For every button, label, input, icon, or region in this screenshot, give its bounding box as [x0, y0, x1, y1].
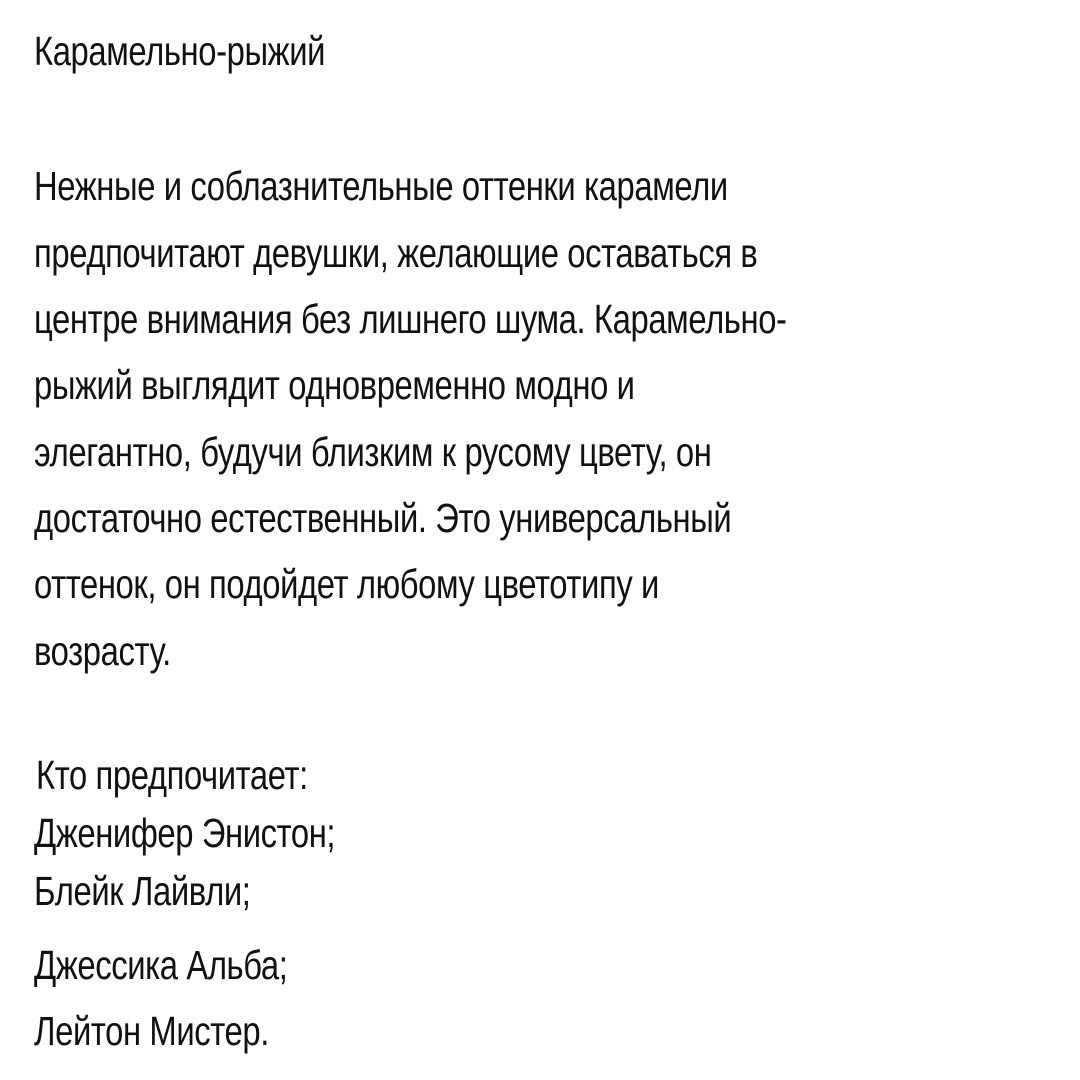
paragraph-line: достаточно естественный. Это универсальный — [34, 495, 732, 541]
paragraph-line: центре внимания без лишнего шума. Карамельно- — [34, 296, 787, 342]
list-item: Джессика Альба; — [34, 942, 288, 988]
list-item: Блейк Лайвли; — [34, 868, 251, 914]
paragraph-line: предпочитают девушки, желающие оставаться в — [34, 230, 758, 276]
paragraph-line: Нежные и соблазнительные оттенки карамели — [34, 163, 728, 209]
document-title: Карамельно-рыжий — [34, 28, 326, 74]
list-item: Дженифер Энистон; — [34, 810, 336, 856]
list-heading: Кто предпочитает: — [36, 752, 308, 798]
list-item: Лейтон Мистер. — [34, 1008, 269, 1054]
paragraph-line: возрасту. — [34, 628, 171, 674]
paragraph-line: оттенок, он подойдет любому цветотипу и — [34, 561, 659, 607]
paragraph-line: рыжий выглядит одновременно модно и — [34, 362, 635, 408]
paragraph-line: элегантно, будучи близким к русому цвету, он — [34, 429, 712, 475]
